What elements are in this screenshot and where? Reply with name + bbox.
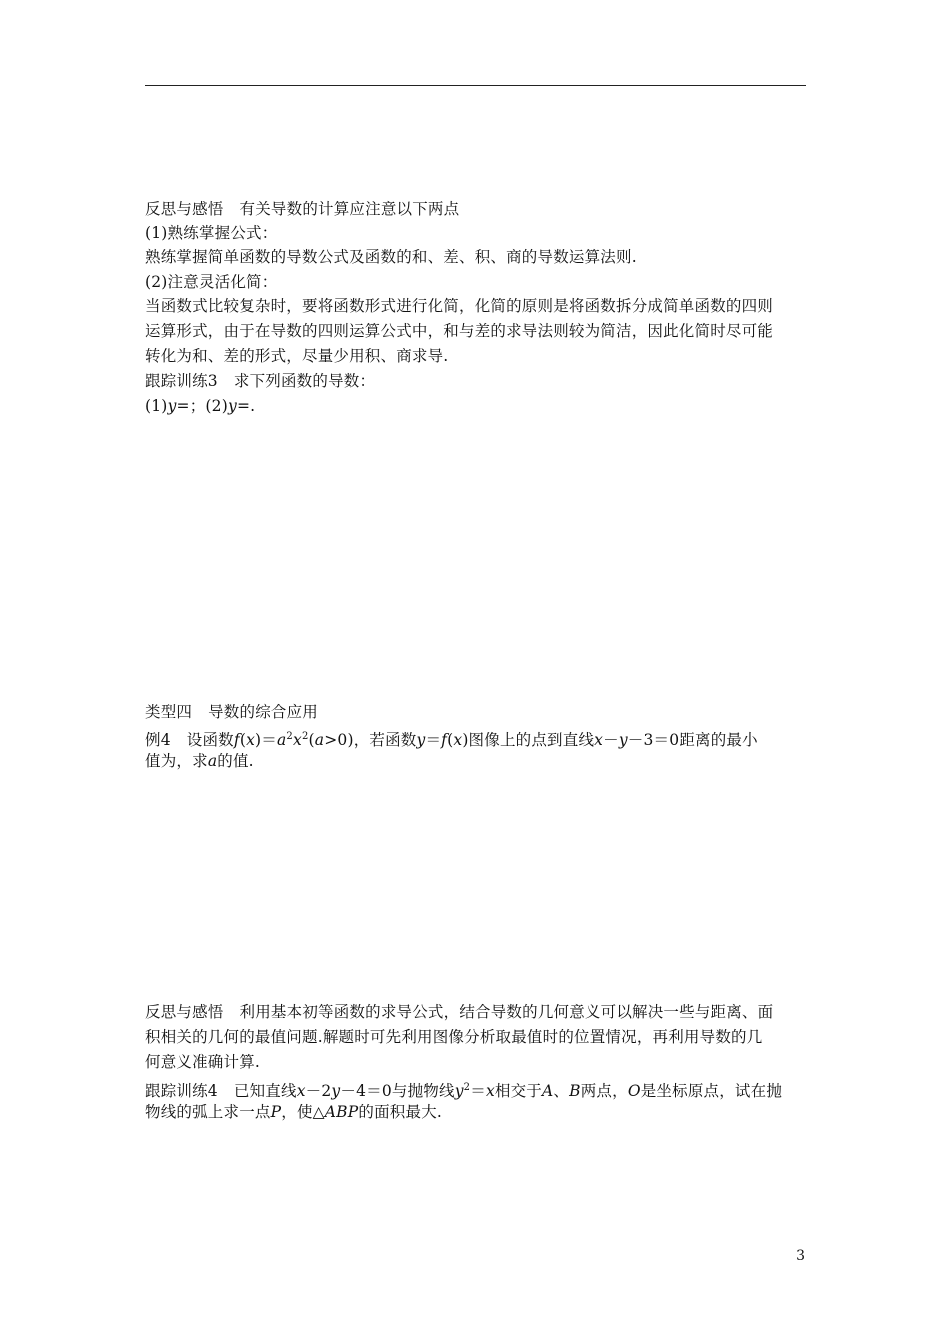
var-x: x [453,731,463,750]
var-x: x [246,731,256,750]
training3-label: 跟踪训练3 [145,372,218,390]
reflection1-label: 反思与感悟 [145,200,224,218]
triangle-abp: ABP [324,1103,359,1121]
text: 是坐标原点，试在抛 [640,1082,783,1101]
training4-line2 [145,1101,810,1124]
point-o: O [627,1082,641,1101]
var-a: a [276,731,287,750]
text: ( [308,731,315,750]
var-y: y [227,397,237,415]
var-x: x [485,1082,495,1101]
var-y: y [454,1082,464,1101]
var-a: a [314,731,325,750]
text: 的值. [217,752,254,770]
exponent: 2 [463,1082,471,1093]
text: 两点， [580,1082,628,1101]
point2-title: (2)注意灵活化简： [145,273,278,291]
reflection2-line2: 积相关的几何的最值问题.解题时可先利用图像分析取最值时的位置情况，再利用导数的几 [145,1028,763,1046]
var-x: x [296,1082,306,1101]
text: 值为，求 [145,752,208,770]
point2-body-line3: 转化为和、差的形式，尽量少用积、商求导. [145,347,449,365]
text: －4＝0与抛物线 [340,1082,455,1101]
training4-line1 [145,1076,810,1103]
training4-label: 跟踪训练4 [145,1082,218,1101]
exponent: 2 [301,731,309,742]
var-y: y [167,397,177,415]
training3-text: 求下列函数的导数： [233,372,376,390]
text: >0)，若函数 [324,731,417,750]
type4-heading [145,701,810,724]
header-rule [145,85,806,86]
text: －3＝0距离的最小 [627,731,758,750]
text: 、 [553,1082,570,1101]
text: － [603,731,619,750]
point2-body-line1: 当函数式比较复杂时，要将函数形式进行化简，化简的原则是将函数拆分成简单函数的四则 [145,297,774,315]
training3-items [145,395,810,418]
text: ＝ [425,731,442,750]
example4-label: 例4 [145,731,171,750]
reflection2-line3: 何意义准确计算. [145,1053,261,1071]
point2-body-line2: 运算形式，由于在导数的四则运算公式中，和与差的求导法则较为简洁，因此化简时尽可能 [145,322,774,340]
var-x: x [292,731,302,750]
text: 相交于 [494,1082,542,1101]
text: )图像上的点到直线 [462,731,595,750]
text: 物线的弧上求一点 [145,1103,271,1121]
reflection2-text: 利用基本初等函数的求导公式，结合导数的几何意义可以解决一些与距离、面 [239,1003,774,1021]
var-x: x [594,731,604,750]
reflection1-heading [145,198,810,221]
text: 设函数 [186,731,234,750]
text: 的面积最大. [358,1103,443,1121]
var-y: y [618,731,628,750]
var-a: a [207,752,218,770]
point1-body: 熟练掌握简单函数的导数公式及函数的和、差、积、商的导数运算法则. [145,248,637,266]
reflection2-line1 [145,1001,810,1024]
text: 已知直线 [233,1082,297,1101]
text: ( [447,731,454,750]
text: )＝ [255,731,277,750]
type4-label: 类型四 [145,703,193,721]
training3-heading [145,370,810,393]
item1-number: (1) [145,397,168,415]
text: －2 [305,1082,332,1101]
example4-line1 [145,725,810,752]
point-p: P [270,1103,282,1121]
text: ＝ [470,1082,486,1101]
point1-title: (1)熟练掌握公式： [145,224,278,242]
text: ，使△ [281,1103,325,1121]
page-number: 3 [796,1248,805,1264]
reflection1-title: 有关导数的计算应注意以下两点 [239,200,460,218]
exponent: 2 [286,731,293,742]
item1-equation: =；(2) [176,397,228,415]
point-a: A [542,1082,554,1101]
item2-equation: =. [236,397,256,415]
type4-title: 导数的综合应用 [208,703,319,721]
var-y: y [331,1082,341,1101]
var-y: y [416,731,426,750]
point-b: B [569,1082,581,1101]
text: ( [239,731,247,750]
var-f: f [233,731,240,750]
reflection2-label: 反思与感悟 [145,1003,224,1021]
example4-line2 [145,750,810,773]
var-f: f [441,731,448,750]
